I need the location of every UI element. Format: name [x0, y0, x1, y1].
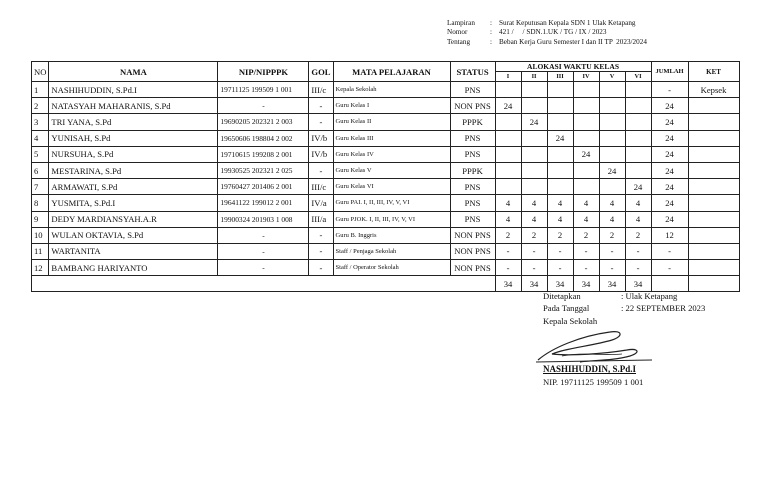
row-nip: 19930525 202321 2 025: [218, 162, 309, 178]
row-kelas-1: 2: [495, 227, 521, 243]
col-header-kelas-5: V: [599, 72, 625, 82]
row-kelas-3: 24: [547, 130, 573, 146]
row-ket: [688, 98, 739, 114]
header-row-tentang: [447, 38, 647, 47]
row-nip: -: [218, 98, 309, 114]
row-kelas-2: [521, 146, 547, 162]
total-kelas-3: 34: [547, 276, 573, 292]
row-status: PNS: [450, 211, 495, 227]
col-header-nip: NIP/NIPPPK: [218, 62, 309, 82]
row-nama: BAMBANG HARIYANTO: [49, 260, 218, 276]
tanggal-label: Pada Tanggal: [543, 303, 590, 314]
row-kelas-4: [573, 179, 599, 195]
header-row-lampiran: [447, 19, 647, 28]
row-gol: IV/b: [309, 130, 333, 146]
col-header-kelas-1: I: [495, 72, 521, 82]
row-kelas-1: [495, 146, 521, 162]
table-row: [32, 211, 740, 227]
row-kelas-2: -: [521, 260, 547, 276]
row-kelas-6: [625, 146, 651, 162]
header-colon: :: [490, 19, 492, 27]
row-kelas-4: 4: [573, 195, 599, 211]
row-status: NON PNS: [450, 98, 495, 114]
row-nip: 19900324 201903 1 008: [218, 211, 309, 227]
row-kelas-4: -: [573, 260, 599, 276]
row-gol: IV/a: [309, 195, 333, 211]
col-header-kelas-4: IV: [573, 72, 599, 82]
table-row: [32, 260, 740, 276]
row-mapel: Kepala Sekolah: [333, 82, 450, 98]
col-header-alokasi: ALOKASI WAKTU KELAS: [495, 62, 651, 72]
table-row: [32, 82, 740, 98]
row-ket: [688, 243, 739, 259]
table-row: [32, 227, 740, 243]
row-status: NON PNS: [450, 243, 495, 259]
row-mapel: Guru Kelas VI: [333, 179, 450, 195]
teacher-workload-table: [31, 61, 740, 292]
table-row: [32, 195, 740, 211]
table-body: [32, 82, 740, 292]
row-status: PNS: [450, 130, 495, 146]
row-kelas-2: 4: [521, 195, 547, 211]
table-row: [32, 243, 740, 259]
row-kelas-5: [599, 114, 625, 130]
row-no: 9: [32, 211, 49, 227]
row-nip: 19760427 201406 2 001: [218, 179, 309, 195]
row-mapel: Guru Kelas I: [333, 98, 450, 114]
row-gol: III/c: [309, 82, 333, 98]
header-colon: :: [490, 28, 492, 37]
row-nama: NATASYAH MAHARANIS, S.Pd: [49, 98, 218, 114]
row-kelas-1: [495, 179, 521, 195]
row-kelas-4: [573, 114, 599, 130]
row-no: 10: [32, 227, 49, 243]
row-nip: 19641122 199012 2 001: [218, 195, 309, 211]
row-ket: [688, 227, 739, 243]
row-kelas-4: 2: [573, 227, 599, 243]
row-ket: [688, 179, 739, 195]
row-kelas-1: 4: [495, 195, 521, 211]
row-kelas-4: [573, 98, 599, 114]
row-ket: [688, 195, 739, 211]
jabatan-label: Kepala Sekolah: [543, 315, 598, 326]
row-kelas-1: [495, 82, 521, 98]
row-ket: [688, 146, 739, 162]
table-header-row: [32, 62, 740, 72]
row-kelas-4: [573, 162, 599, 178]
row-jumlah: 24: [651, 114, 688, 130]
row-jumlah: -: [651, 260, 688, 276]
row-status: PNS: [450, 82, 495, 98]
row-no: 8: [32, 195, 49, 211]
row-nip: 19650606 198804 2 002: [218, 130, 309, 146]
row-kelas-4: -: [573, 243, 599, 259]
row-no: 3: [32, 114, 49, 130]
row-kelas-2: 4: [521, 211, 547, 227]
header-value: 421 / / SDN.1.UK / TG / IX / 2023: [499, 28, 607, 37]
row-kelas-6: [625, 98, 651, 114]
col-header-kelas-2: II: [521, 72, 547, 82]
row-kelas-4: 24: [573, 146, 599, 162]
row-kelas-5: [599, 130, 625, 146]
table-row: [32, 114, 740, 130]
row-ket: [688, 130, 739, 146]
row-kelas-6: [625, 162, 651, 178]
row-kelas-2: [521, 179, 547, 195]
signatory-name: NASHIHUDDIN, S.Pd.I: [543, 364, 637, 374]
row-mapel: Guru B. Inggris: [333, 227, 450, 243]
row-mapel: Guru PAI. I, II, III, IV, V, VI: [333, 195, 450, 211]
row-kelas-5: -: [599, 243, 625, 259]
row-status: PPPK: [450, 162, 495, 178]
row-ket: [688, 211, 739, 227]
row-no: 5: [32, 146, 49, 162]
row-ket: [688, 114, 739, 130]
row-kelas-6: -: [625, 260, 651, 276]
row-gol: -: [309, 243, 333, 259]
col-header-kelas-3: III: [547, 72, 573, 82]
row-ket: Kepsek: [688, 82, 739, 98]
row-kelas-6: [625, 114, 651, 130]
row-mapel: Staff / Penjaga Sekolah: [333, 243, 450, 259]
row-nama: WARTANITA: [49, 243, 218, 259]
row-kelas-2: 24: [521, 114, 547, 130]
row-kelas-1: 24: [495, 98, 521, 114]
header-key: Nomor: [447, 28, 468, 37]
row-nama: YUSMITA, S.Pd.I: [49, 195, 218, 211]
row-gol: -: [309, 260, 333, 276]
tanggal-value: : 22 SEPTEMBER 2023: [621, 303, 706, 314]
row-kelas-6: [625, 82, 651, 98]
row-kelas-3: [547, 98, 573, 114]
total-kelas-5: 34: [599, 276, 625, 292]
row-jumlah: 24: [651, 195, 688, 211]
table-row: [32, 146, 740, 162]
row-gol: -: [309, 98, 333, 114]
col-header-gol: GOL: [309, 62, 333, 82]
row-gol: IV/b: [309, 146, 333, 162]
row-kelas-3: 2: [547, 227, 573, 243]
col-header-mapel: MATA PELAJARAN: [333, 62, 450, 82]
row-ket: [688, 162, 739, 178]
row-kelas-5: 2: [599, 227, 625, 243]
row-no: 11: [32, 243, 49, 259]
header-value: Beban Kerja Guru Semester I dan II TP 2023/2024: [499, 37, 647, 46]
row-gol: III/c: [309, 179, 333, 195]
row-nama: MESTARINA, S.Pd: [49, 162, 218, 178]
row-gol: III/a: [309, 211, 333, 227]
row-kelas-3: [547, 114, 573, 130]
header-key: Tentang: [447, 37, 471, 46]
row-mapel: Guru PJOK. I, II, III, IV, V, VI: [333, 211, 450, 227]
row-mapel: Guru Kelas III: [333, 130, 450, 146]
row-kelas-2: [521, 98, 547, 114]
row-nip: -: [218, 243, 309, 259]
row-kelas-4: [573, 130, 599, 146]
header-key: Lampiran: [447, 19, 475, 27]
totals-blank: [32, 276, 496, 292]
row-kelas-6: 4: [625, 211, 651, 227]
document-header: [447, 19, 647, 47]
row-jumlah: 24: [651, 211, 688, 227]
total-kelas-6: 34: [625, 276, 651, 292]
row-nama: YUNISAH, S.Pd: [49, 130, 218, 146]
row-kelas-5: 24: [599, 162, 625, 178]
row-nama: ARMAWATI, S.Pd: [49, 179, 218, 195]
signatory-nip: NIP. 19711125 199509 1 001: [543, 377, 644, 387]
row-kelas-6: 2: [625, 227, 651, 243]
row-kelas-2: -: [521, 243, 547, 259]
row-kelas-3: -: [547, 260, 573, 276]
total-kelas-4: 34: [573, 276, 599, 292]
table-row: [32, 179, 740, 195]
table-row: [32, 130, 740, 146]
row-kelas-3: [547, 179, 573, 195]
footer-ditetapkan: [543, 290, 705, 302]
row-kelas-1: -: [495, 243, 521, 259]
row-jumlah: 24: [651, 162, 688, 178]
row-nip: 19710615 199208 2 001: [218, 146, 309, 162]
col-header-nama: NAMA: [49, 62, 218, 82]
row-kelas-4: 4: [573, 211, 599, 227]
row-gol: -: [309, 162, 333, 178]
row-jumlah: -: [651, 82, 688, 98]
header-row-nomor: [447, 28, 647, 37]
row-jumlah: 24: [651, 146, 688, 162]
col-header-ket: KET: [688, 62, 739, 82]
row-kelas-5: [599, 98, 625, 114]
row-nama: NASHIHUDDIN, S.Pd.I: [49, 82, 218, 98]
row-nama: DEDY MARDIANSYAH.A.R: [49, 211, 218, 227]
row-kelas-6: 24: [625, 179, 651, 195]
row-kelas-6: 4: [625, 195, 651, 211]
total-kelas-2: 34: [521, 276, 547, 292]
row-jumlah: 12: [651, 227, 688, 243]
col-header-status: STATUS: [450, 62, 495, 82]
row-no: 6: [32, 162, 49, 178]
row-kelas-5: [599, 179, 625, 195]
row-no: 4: [32, 130, 49, 146]
ditetapkan-value: : Ulak Ketapang: [621, 291, 678, 301]
row-kelas-3: 4: [547, 211, 573, 227]
row-mapel: Guru Kelas II: [333, 114, 450, 130]
row-no: 12: [32, 260, 49, 276]
row-status: NON PNS: [450, 227, 495, 243]
row-nama: WULAN OKTAVIA, S.Pd: [49, 227, 218, 243]
header-value: Surat Keputusan Kepala SDN 1 Ulak Ketapang: [499, 19, 636, 27]
row-kelas-5: [599, 82, 625, 98]
row-kelas-6: -: [625, 243, 651, 259]
row-kelas-6: [625, 130, 651, 146]
row-nip: -: [218, 260, 309, 276]
signature-image: [532, 326, 662, 368]
header-colon: :: [490, 37, 492, 46]
row-kelas-2: [521, 82, 547, 98]
col-header-no: NO: [32, 62, 49, 82]
row-kelas-3: -: [547, 243, 573, 259]
row-kelas-4: [573, 82, 599, 98]
row-kelas-5: -: [599, 260, 625, 276]
table-row: [32, 98, 740, 114]
row-kelas-3: [547, 146, 573, 162]
row-kelas-5: 4: [599, 195, 625, 211]
row-jumlah: 24: [651, 130, 688, 146]
row-kelas-2: 2: [521, 227, 547, 243]
total-kelas-1: 34: [495, 276, 521, 292]
row-status: PNS: [450, 195, 495, 211]
table-row: [32, 162, 740, 178]
row-nip: 19711125 199509 1 001: [218, 82, 309, 98]
row-kelas-3: [547, 162, 573, 178]
row-mapel: Staff / Operator Sekolah: [333, 260, 450, 276]
row-kelas-5: [599, 146, 625, 162]
ditetapkan-label: Ditetapkan: [543, 291, 581, 301]
row-kelas-1: [495, 114, 521, 130]
row-status: PNS: [450, 146, 495, 162]
row-status: PNS: [450, 179, 495, 195]
row-kelas-1: [495, 162, 521, 178]
row-kelas-5: 4: [599, 211, 625, 227]
row-nip: -: [218, 227, 309, 243]
row-jumlah: -: [651, 243, 688, 259]
row-mapel: Guru Kelas V: [333, 162, 450, 178]
row-gol: -: [309, 114, 333, 130]
row-kelas-3: [547, 82, 573, 98]
row-no: 2: [32, 98, 49, 114]
row-no: 7: [32, 179, 49, 195]
col-header-jumlah: JUMLAH: [651, 62, 688, 82]
row-kelas-2: [521, 130, 547, 146]
row-kelas-1: 4: [495, 211, 521, 227]
row-kelas-3: 4: [547, 195, 573, 211]
footer-block: [543, 290, 705, 327]
row-kelas-2: [521, 162, 547, 178]
row-gol: -: [309, 227, 333, 243]
footer-tanggal: [543, 302, 705, 314]
row-mapel: Guru Kelas IV: [333, 146, 450, 162]
row-status: PPPK: [450, 114, 495, 130]
row-status: NON PNS: [450, 260, 495, 276]
row-nama: NURSUHA, S.Pd: [49, 146, 218, 162]
row-nip: 19690205 202321 2 003: [218, 114, 309, 130]
row-jumlah: 24: [651, 98, 688, 114]
row-jumlah: 24: [651, 179, 688, 195]
col-header-kelas-6: VI: [625, 72, 651, 82]
row-kelas-1: [495, 130, 521, 146]
row-kelas-1: -: [495, 260, 521, 276]
row-ket: [688, 260, 739, 276]
row-nama: TRI YANA, S.Pd: [49, 114, 218, 130]
row-no: 1: [32, 82, 49, 98]
